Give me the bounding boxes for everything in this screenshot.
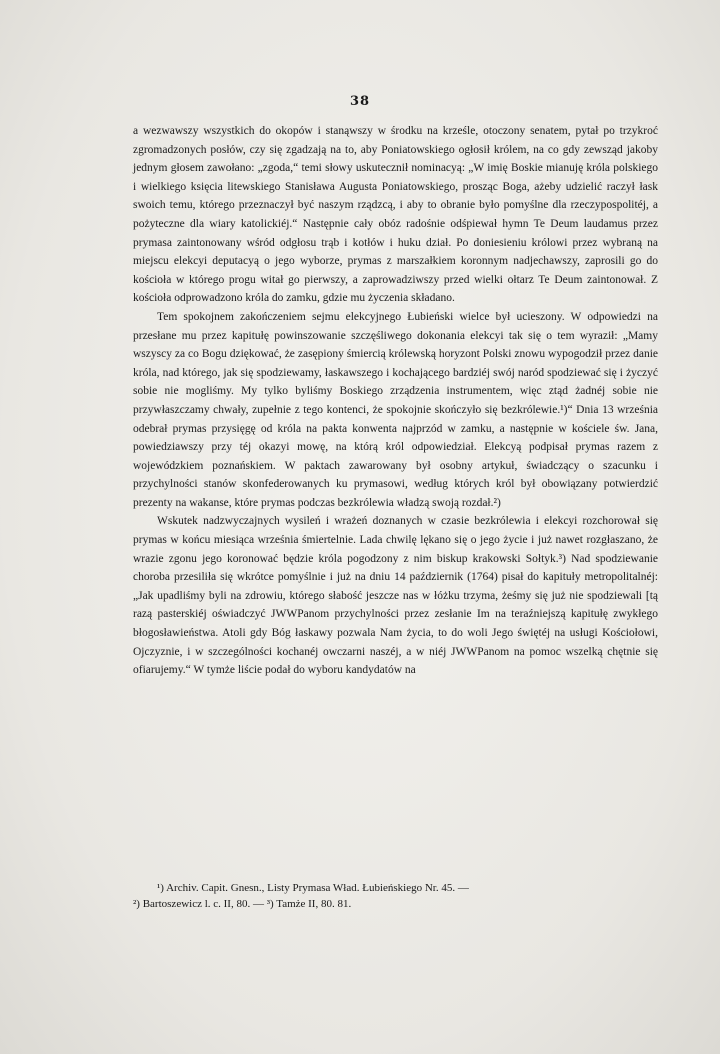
body-text	[133, 122, 658, 680]
footnotes	[133, 880, 658, 912]
footnote-line-2: ²) Bartoszewicz l. c. II, 80. — ³) Tamże II, 80. 81.	[133, 898, 352, 910]
paragraph-3: Wskutek nadzwyczajnych wysileń i wrażeń doznanych w czasie bezkrólewia i elekcyi rozchorował się prymas w końcu miesiąca września śmiertelnie. Lada chwilę lękano się o jego życie i już nawet rozgłaszano, że wrazie zgonu jego koronować będzie króla pogodzony z nim biskup krakowski Sołtyk.³) Nad spodziewanie choroba przesiliła się wkrótce pomyślnie i już na dniu 14 październik (1764) pisał do kapituły metropolitalnéj: „Jak upadliśmy byli na zdrowiu, którego słabość jeszcze nas w łóżku trzyma, żeśmy się już nie spodziewali [tą razą pasterskiéj oświadczyć JWWPanom przychylności przez zesłanie Im na teraźniejszą kapitułę zwykłego błogosławieństwa. Atoli gdy Bóg łaskawy pozwala Nam życia, to do woli Jego świętéj na usługi Kościołowi, Ojczyznie, i w szczególności kochanéj owczarni naszéj, a w niéj JWWPanom na pomoc wszelką chętnie się ofiarujemy.“ W tymże liście podał do wyboru kandydatów na	[133, 515, 658, 677]
page-number: 38	[349, 94, 371, 109]
paragraph-1: a wezwawszy wszystkich do okopów i stanąwszy w środku na krześle, otoczony senatem, pytał po trzykroć zgromadzonych posłów, czy się zgadzają na to, aby Poniatowskiego ogłosił królem, na co gdy zewsząd jakoby jednym głosem zawołano: „zgoda,“ temi słowy uskutecznił nominacyą: „W imię Boskie mianuję króla polskiego i wielkiego księcia litewskiego Stanisława Augusta Poniatowskiego, prosząc Boga, ażeby udzielić raczył łask swoich temu, którego przeznaczył być naszym rządzcą, i aby to obranie było pomyślne dla rzeczypospolitéj, a pożyteczne dla wiary katolickiéj.“ Następnie cały obóz radośnie odśpiewał hymn Te Deum laudamus przez prymasa zaintonowany wśród odgłosu trąb i kotłów i huku dział. Po doniesieniu królowi przez wybraną na miejscu elekcyi deputacyą o jego wyborze, prymas z marszałkiem koronnym nadjechawszy, zaprosili go do kościoła w którego progu witał go pierwszy, a zaprowadziwszy przed wielki ołtarz Te Deum zaintonował. Z kościoła odprowadzono króla do zamku, gdzie mu życzenia składano.	[133, 125, 658, 305]
footnote-line-1: ¹) Archiv. Capit. Gnesn., Listy Prymasa Wład. Łubieńskiego Nr. 45. —	[157, 882, 469, 894]
paragraph-2: Tem spokojnem zakończeniem sejmu elekcyjnego Łubieński wielce był ucieszony. W odpowiedzi na przesłane mu przez kapitułę powinszowanie szczęśliwego dokonania elekcyi tak się o tem wyraził: „Mamy wszyscy za co Bogu dziękować, że zasępiony śmiercią królewską horyzont Polski znowu wypogodził przez danie króla, nad którego, jak się spodziewamy, łaskawszego i kochającego bardziéj swój naród spodziewać się i życzyć sobie nie mogliśmy. My tylko byliśmy Boskiego zrządzenia instrumentem, więc ztąd żadnéj sobie nie przywłaszczamy chwały, zupełnie z tego kontenci, że spokojnie skończyło się bezkrólewie.¹)“ Dnia 13 września odebrał prymas przysięgę od króla na pakta konwenta najprzód w zamku, a następnie w kościele św. Jana, powiedziawszy przy téj okazyi mowę, na którą król odpowiedział. Elekcyą podpisał prymas razem z wojewódzkiem poznańskiem. W paktach zawarowany był osobny artykuł, świadczący o szacunku i przychylności stanów skonfederowanych ku prymasowi, według których król był obowiązany potwierdzić prezenty na wakanse, które prymas podczas bezkrólewia władzą swoją rozdał.²)	[133, 310, 658, 509]
